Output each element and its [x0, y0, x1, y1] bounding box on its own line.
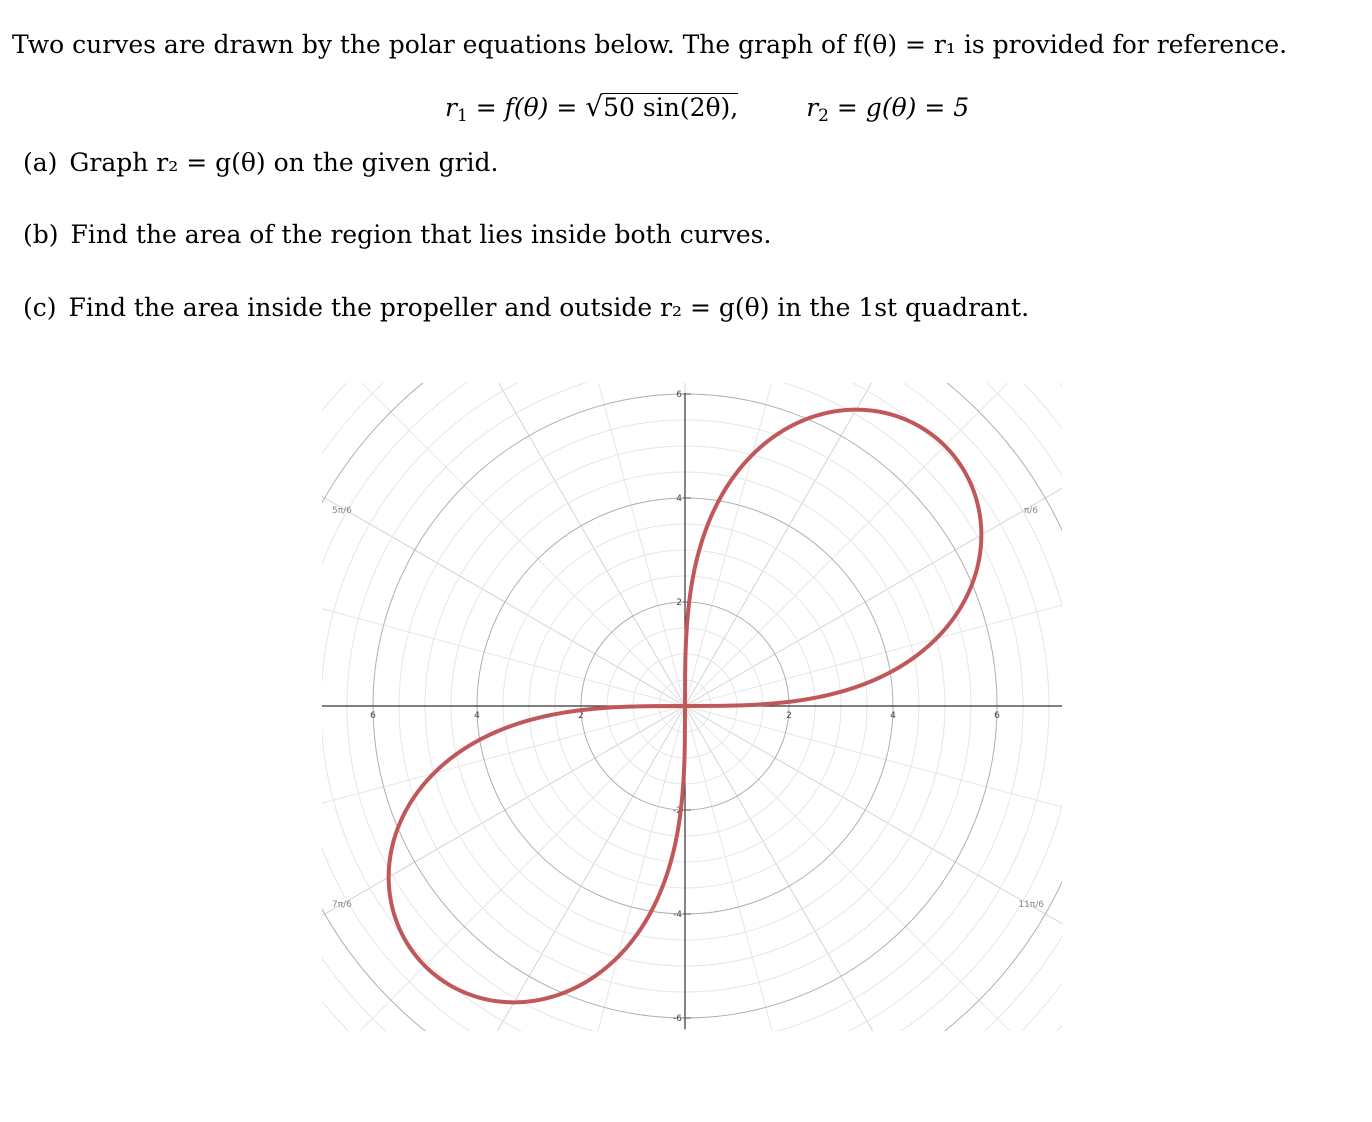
- polar-graph: [322, 383, 1062, 1031]
- part-c-text: Find the area inside the propeller and outside r₂ = g(θ) in the 1st quadrant.: [68, 293, 1030, 322]
- equation-r2: $r_2 = g(\theta) = 5$: [806, 93, 970, 126]
- grid-spoke: [685, 383, 1062, 706]
- y-tick-label: -2: [673, 806, 682, 816]
- y-tick-label: 4: [676, 494, 682, 504]
- grid-spoke: [322, 451, 685, 706]
- grid-spoke: [685, 383, 1062, 706]
- y-tick-label: 2: [676, 598, 682, 608]
- part-b: (b) Find the area of the region that lies inside both curves.: [23, 220, 772, 249]
- angle-label: 5π/6: [332, 506, 352, 516]
- radicand: 50 sin(2θ),: [603, 93, 739, 122]
- grid-spoke: [685, 706, 1062, 1031]
- y-tick-label: -6: [673, 1014, 682, 1024]
- grid-spoke: [685, 706, 1062, 1031]
- grid-spoke: [685, 706, 1062, 961]
- x-tick-label: 2: [786, 711, 792, 721]
- grid-spoke: [322, 706, 685, 961]
- part-b-text: Find the area of the region that lies inside both curves.: [70, 220, 772, 249]
- equations-line: [445, 90, 969, 126]
- grid-spoke: [685, 383, 1062, 706]
- x-tick-label: 4: [890, 711, 896, 721]
- part-a: (a) Graph r₂ = g(θ) on the given grid.: [23, 148, 499, 177]
- part-c: (c) Find the area inside the propeller and outside r₂ = g(θ) in the 1st quadrant.: [23, 293, 1030, 322]
- angle-label: 11π/6: [1018, 900, 1044, 910]
- grid-spoke: [685, 383, 940, 706]
- equation-r1: $r_1 = f(\theta) = √50$ sin(2θ),: [445, 90, 739, 126]
- part-a-text: Graph r₂ = g(θ) on the given grid.: [69, 148, 499, 177]
- x-tick-label: 6: [994, 711, 1000, 721]
- grid-spoke: [685, 451, 1062, 706]
- angle-label: π/6: [1023, 506, 1038, 516]
- angle-label: 7π/6: [332, 900, 352, 910]
- y-tick-label: 6: [676, 390, 682, 400]
- x-tick-label: 4: [474, 711, 480, 721]
- grid-spoke: [430, 706, 685, 1031]
- y-tick-label: -4: [673, 910, 682, 920]
- grid-spoke: [685, 706, 1062, 1031]
- x-tick-label: 2: [578, 711, 584, 721]
- grid-spoke: [685, 706, 940, 1031]
- grid-spoke: [430, 383, 685, 706]
- axes: [322, 393, 1062, 1029]
- problem-intro: Two curves are drawn by the polar equations below. The graph of f(θ) = r₁ is provided for reference.: [12, 30, 1288, 59]
- x-tick-label: 6: [370, 711, 376, 721]
